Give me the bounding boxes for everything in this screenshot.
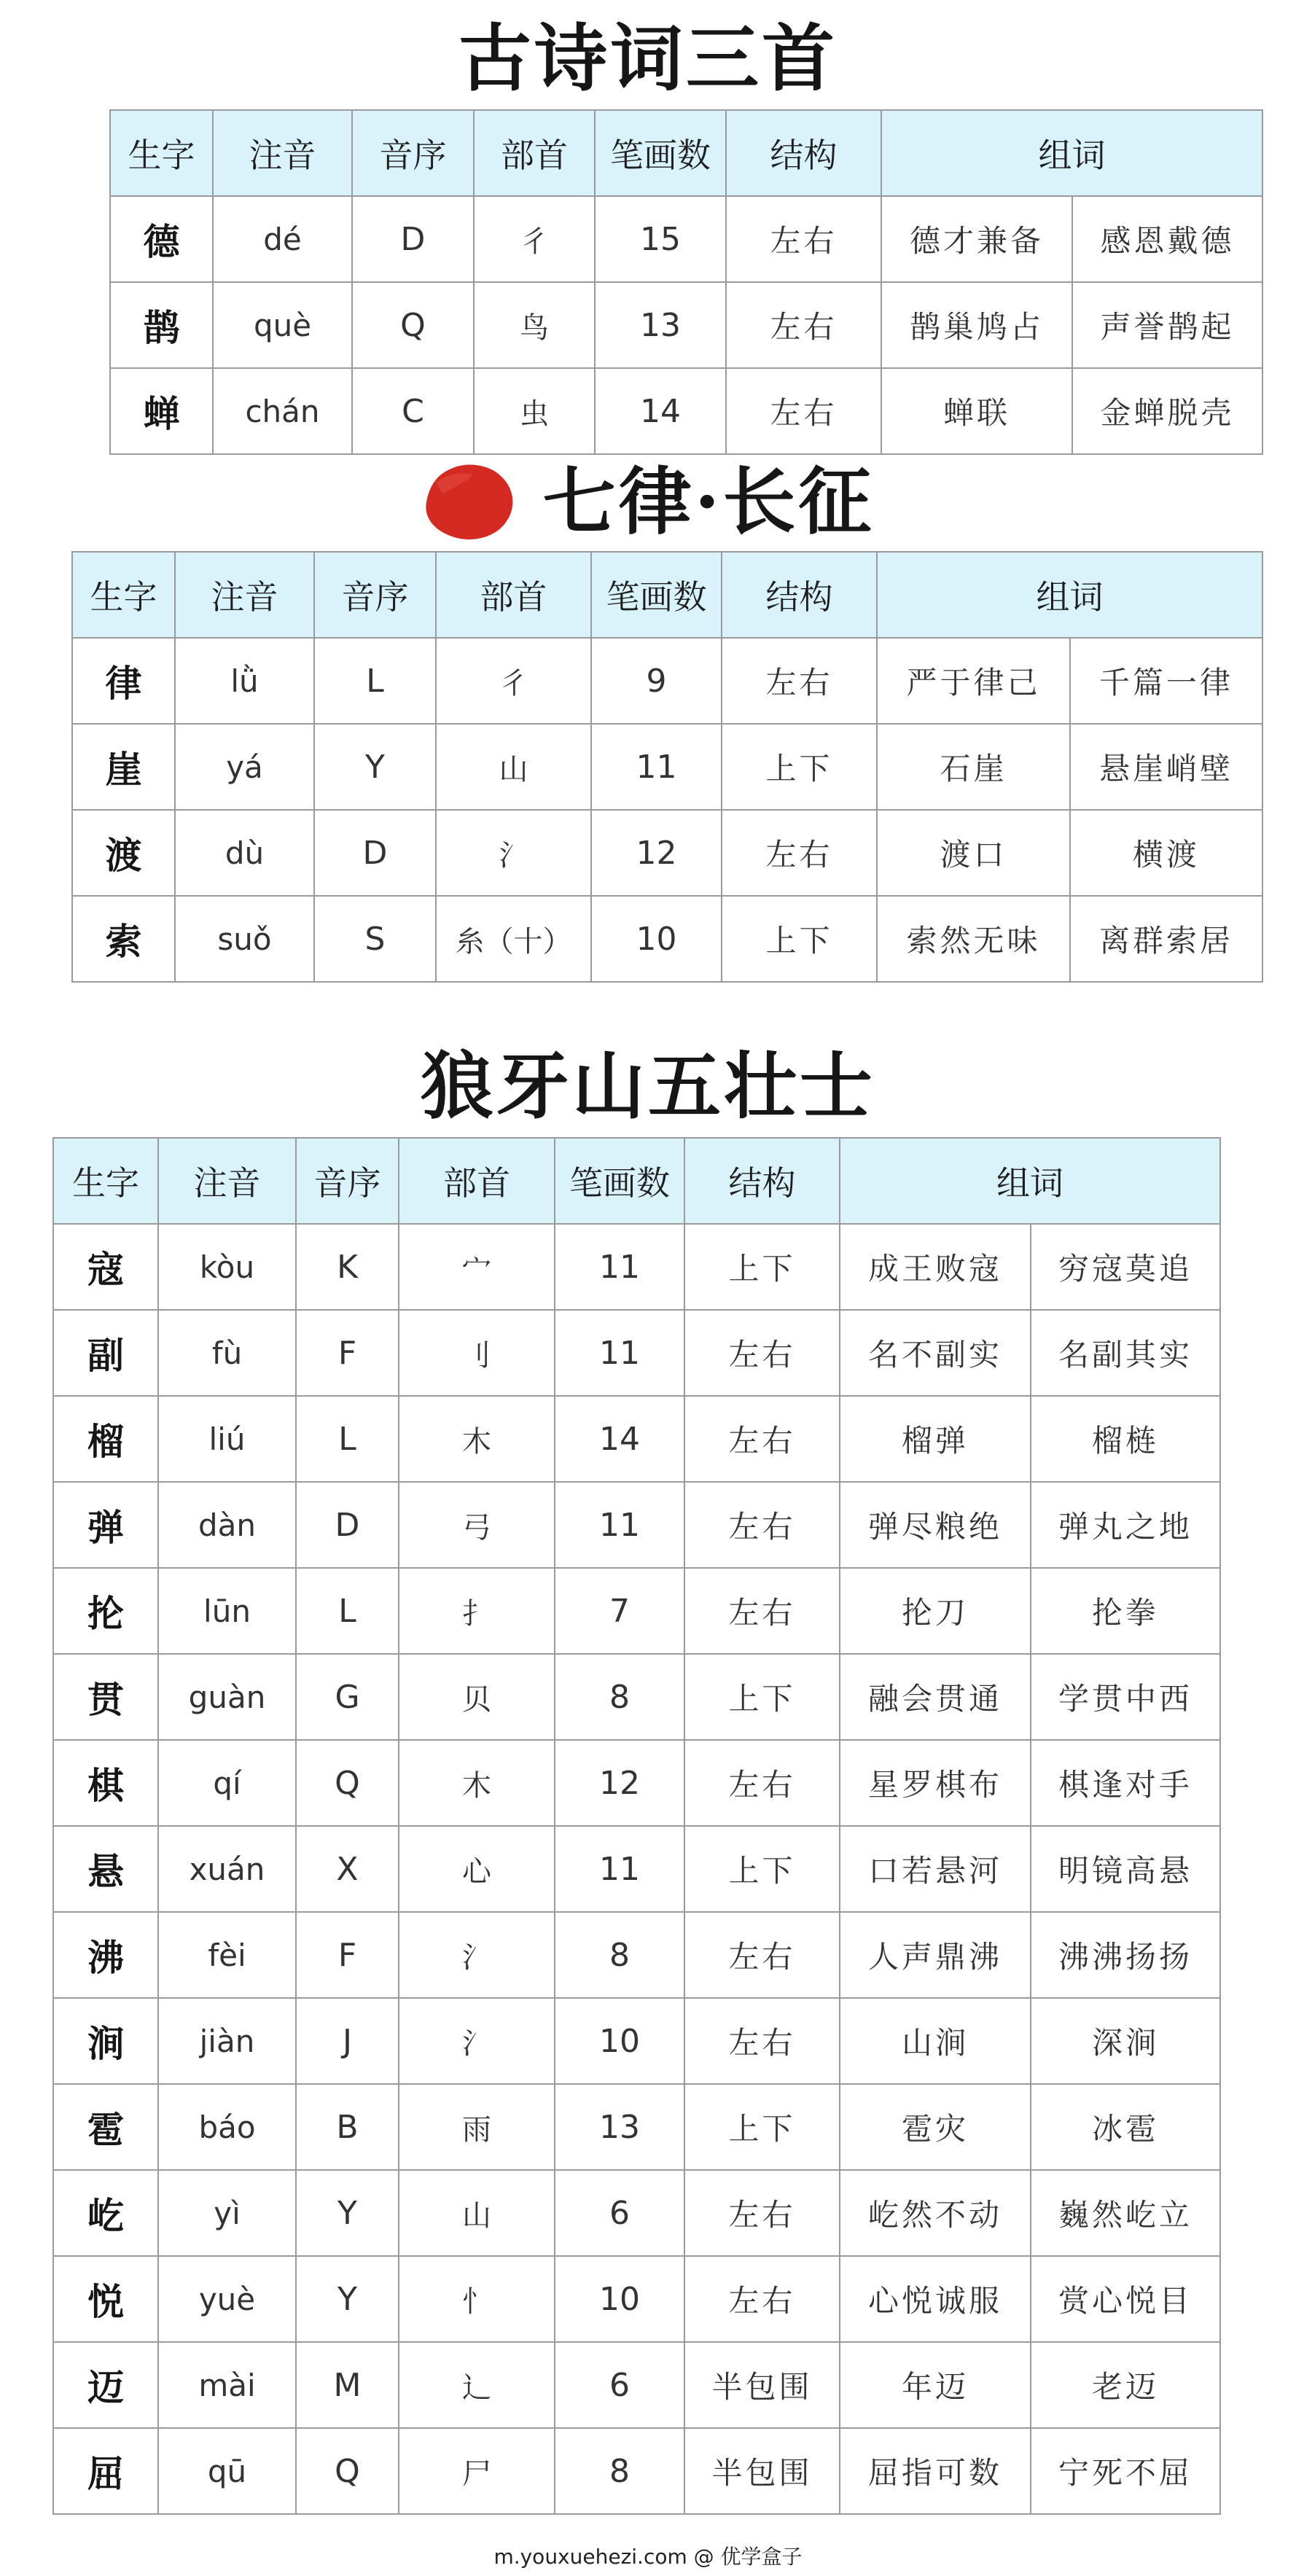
stroke-count-cell: 11 <box>591 724 722 810</box>
structure-cell: 左右 <box>684 1912 840 1998</box>
radical-cell: 虫 <box>474 368 595 454</box>
column-header: 生字 <box>72 552 175 638</box>
radical-cell: 木 <box>399 1396 555 1482</box>
word-cell-1: 石崖 <box>877 724 1070 810</box>
section-title-3 <box>0 1042 1296 1130</box>
word-cell-2: 宁死不屈 <box>1031 2428 1220 2514</box>
structure-cell: 左右 <box>722 810 877 896</box>
stroke-count-cell: 7 <box>555 1568 684 1654</box>
column-header: 组词 <box>877 552 1262 638</box>
table-row <box>53 2084 1220 2170</box>
stroke-count-cell: 6 <box>555 2342 684 2428</box>
initial-cell: C <box>352 368 474 454</box>
table-row <box>53 2428 1220 2514</box>
stroke-count-cell: 11 <box>555 1224 684 1310</box>
column-header: 部首 <box>474 110 595 196</box>
radical-cell: 彳 <box>436 638 591 724</box>
vocab-table-1 <box>109 109 1263 455</box>
word-cell-1: 严于律己 <box>877 638 1070 724</box>
column-header: 生字 <box>110 110 213 196</box>
structure-cell: 半包围 <box>684 2342 840 2428</box>
radical-cell: 雨 <box>399 2084 555 2170</box>
word-cell-1: 抡刀 <box>840 1568 1031 1654</box>
vocab-table-2 <box>71 551 1263 983</box>
initial-cell: D <box>296 1482 399 1568</box>
table-row <box>53 1654 1220 1740</box>
char-cell: 雹 <box>53 2084 158 2170</box>
section-title-1-text: 古诗词三首 <box>458 15 838 101</box>
stroke-count-cell: 8 <box>555 1654 684 1740</box>
structure-cell: 上下 <box>684 1654 840 1740</box>
word-cell-1: 弹尽粮绝 <box>840 1482 1031 1568</box>
stroke-count-cell: 8 <box>555 1912 684 1998</box>
column-header: 音序 <box>314 552 436 638</box>
word-cell-1: 蝉联 <box>881 368 1072 454</box>
table-row <box>53 1310 1220 1396</box>
word-cell-1: 鹊巢鸠占 <box>881 282 1072 368</box>
structure-cell: 上下 <box>722 896 877 982</box>
radical-cell: 辶 <box>399 2342 555 2428</box>
initial-cell: F <box>296 1912 399 1998</box>
initial-cell: D <box>352 196 474 282</box>
char-cell: 索 <box>72 896 175 982</box>
stroke-count-cell: 10 <box>591 896 722 982</box>
table-row <box>53 2342 1220 2428</box>
column-header: 生字 <box>53 1138 158 1224</box>
initial-cell: Y <box>314 724 436 810</box>
word-cell-1: 年迈 <box>840 2342 1031 2428</box>
initial-cell: S <box>314 896 436 982</box>
pinyin-cell: lǜ <box>175 638 314 724</box>
char-cell: 抡 <box>53 1568 158 1654</box>
char-cell: 屹 <box>53 2170 158 2256</box>
word-cell-1: 名不副实 <box>840 1310 1031 1396</box>
word-cell-1: 人声鼎沸 <box>840 1912 1031 1998</box>
word-cell-2: 名副其实 <box>1031 1310 1220 1396</box>
structure-cell: 左右 <box>684 1310 840 1396</box>
initial-cell: X <box>296 1826 399 1912</box>
radical-cell: 心 <box>399 1826 555 1912</box>
radical-cell: 糸（十） <box>436 896 591 982</box>
char-cell: 渡 <box>72 810 175 896</box>
pinyin-cell: dù <box>175 810 314 896</box>
table-row <box>53 1568 1220 1654</box>
structure-cell: 左右 <box>684 1396 840 1482</box>
table-row <box>110 368 1262 454</box>
radical-cell: 山 <box>399 2170 555 2256</box>
word-cell-1: 星罗棋布 <box>840 1740 1031 1826</box>
word-cell-1: 渡口 <box>877 810 1070 896</box>
pinyin-cell: yá <box>175 724 314 810</box>
initial-cell: Y <box>296 2256 399 2342</box>
table-row <box>53 1998 1220 2084</box>
pinyin-cell: yì <box>158 2170 296 2256</box>
section-title-2-text: 七律·长征 <box>542 458 875 545</box>
word-cell-2: 深涧 <box>1031 1998 1220 2084</box>
pinyin-cell: kòu <box>158 1224 296 1310</box>
word-cell-1: 心悦诚服 <box>840 2256 1031 2342</box>
initial-cell: Q <box>296 2428 399 2514</box>
initial-cell: G <box>296 1654 399 1740</box>
column-header: 组词 <box>840 1138 1220 1224</box>
stroke-count-cell: 12 <box>591 810 722 896</box>
stroke-count-cell: 6 <box>555 2170 684 2256</box>
char-cell: 悦 <box>53 2256 158 2342</box>
column-header: 笔画数 <box>595 110 726 196</box>
column-header: 注音 <box>175 552 314 638</box>
initial-cell: D <box>314 810 436 896</box>
vocab-table-3 <box>52 1137 1221 2515</box>
word-cell-2: 离群索居 <box>1070 896 1262 982</box>
initial-cell: F <box>296 1310 399 1396</box>
radical-cell: 彳 <box>474 196 595 282</box>
table-row <box>110 196 1262 282</box>
word-cell-1: 屹然不动 <box>840 2170 1031 2256</box>
structure-cell: 左右 <box>684 1740 840 1826</box>
column-header: 注音 <box>158 1138 296 1224</box>
section-title-2 <box>0 458 1296 549</box>
word-cell-2: 冰雹 <box>1031 2084 1220 2170</box>
char-cell: 副 <box>53 1310 158 1396</box>
radical-cell: 氵 <box>436 810 591 896</box>
stroke-count-cell: 8 <box>555 2428 684 2514</box>
word-cell-2: 学贯中西 <box>1031 1654 1220 1740</box>
pinyin-cell: dé <box>213 196 352 282</box>
table-row <box>53 1224 1220 1310</box>
char-cell: 涧 <box>53 1998 158 2084</box>
char-cell: 蝉 <box>110 368 213 454</box>
word-cell-2: 沸沸扬扬 <box>1031 1912 1220 1998</box>
word-cell-2: 横渡 <box>1070 810 1262 896</box>
char-cell: 沸 <box>53 1912 158 1998</box>
pinyin-cell: suǒ <box>175 896 314 982</box>
initial-cell: L <box>314 638 436 724</box>
radical-cell: 木 <box>399 1740 555 1826</box>
initial-cell: L <box>296 1396 399 1482</box>
pinyin-cell: què <box>213 282 352 368</box>
pinyin-cell: qū <box>158 2428 296 2514</box>
word-cell-1: 屈指可数 <box>840 2428 1031 2514</box>
column-header: 注音 <box>213 110 352 196</box>
radical-cell: 尸 <box>399 2428 555 2514</box>
table-row <box>110 282 1262 368</box>
table-row <box>72 810 1262 896</box>
stroke-count-cell: 14 <box>595 368 726 454</box>
pinyin-cell: yuè <box>158 2256 296 2342</box>
structure-cell: 左右 <box>684 1568 840 1654</box>
initial-cell: M <box>296 2342 399 2428</box>
word-cell-1: 索然无味 <box>877 896 1070 982</box>
column-header: 部首 <box>436 552 591 638</box>
table-row <box>53 1826 1220 1912</box>
word-cell-2: 赏心悦目 <box>1031 2256 1220 2342</box>
char-cell: 榴 <box>53 1396 158 1482</box>
structure-cell: 上下 <box>684 1826 840 1912</box>
column-header: 笔画数 <box>591 552 722 638</box>
initial-cell: J <box>296 1998 399 2084</box>
radical-cell: 弓 <box>399 1482 555 1568</box>
column-header: 音序 <box>352 110 474 196</box>
column-header: 结构 <box>726 110 881 196</box>
word-cell-2: 金蝉脱壳 <box>1072 368 1262 454</box>
word-cell-2: 悬崖峭壁 <box>1070 724 1262 810</box>
word-cell-2: 棋逢对手 <box>1031 1740 1220 1826</box>
radical-cell: 山 <box>436 724 591 810</box>
stroke-count-cell: 15 <box>595 196 726 282</box>
char-cell: 迈 <box>53 2342 158 2428</box>
char-cell: 屈 <box>53 2428 158 2514</box>
word-cell-2: 弹丸之地 <box>1031 1482 1220 1568</box>
char-cell: 悬 <box>53 1826 158 1912</box>
word-cell-2: 声誉鹊起 <box>1072 282 1262 368</box>
radical-cell: 宀 <box>399 1224 555 1310</box>
pinyin-cell: fù <box>158 1310 296 1396</box>
radical-cell: 刂 <box>399 1310 555 1396</box>
initial-cell: Q <box>296 1740 399 1826</box>
table-row <box>53 1482 1220 1568</box>
word-cell-1: 成王败寇 <box>840 1224 1031 1310</box>
structure-cell: 左右 <box>726 282 881 368</box>
char-cell: 德 <box>110 196 213 282</box>
word-cell-1: 口若悬河 <box>840 1826 1031 1912</box>
word-cell-1: 榴弹 <box>840 1396 1031 1482</box>
stroke-count-cell: 11 <box>555 1310 684 1396</box>
pinyin-cell: liú <box>158 1396 296 1482</box>
column-header: 音序 <box>296 1138 399 1224</box>
footer-credit: m.youxuehezi.com @ 优学盒子 <box>493 2545 803 2569</box>
word-cell-1: 德才兼备 <box>881 196 1072 282</box>
char-cell: 棋 <box>53 1740 158 1826</box>
stroke-count-cell: 12 <box>555 1740 684 1826</box>
pinyin-cell: fèi <box>158 1912 296 1998</box>
pinyin-cell: báo <box>158 2084 296 2170</box>
red-ink-blot-icon <box>422 461 517 543</box>
structure-cell: 上下 <box>684 1224 840 1310</box>
table-row <box>72 724 1262 810</box>
structure-cell: 上下 <box>722 724 877 810</box>
char-cell: 崖 <box>72 724 175 810</box>
word-cell-2: 明镜高悬 <box>1031 1826 1220 1912</box>
column-header: 部首 <box>399 1138 555 1224</box>
structure-cell: 左右 <box>684 1998 840 2084</box>
pinyin-cell: qí <box>158 1740 296 1826</box>
word-cell-2: 千篇一律 <box>1070 638 1262 724</box>
column-header: 结构 <box>684 1138 840 1224</box>
pinyin-cell: jiàn <box>158 1998 296 2084</box>
initial-cell: K <box>296 1224 399 1310</box>
section-title-1 <box>0 15 1296 102</box>
word-cell-1: 融会贯通 <box>840 1654 1031 1740</box>
table-row <box>72 638 1262 724</box>
word-cell-2: 抡拳 <box>1031 1568 1220 1654</box>
table-row <box>53 1396 1220 1482</box>
char-cell: 律 <box>72 638 175 724</box>
initial-cell: L <box>296 1568 399 1654</box>
structure-cell: 左右 <box>726 196 881 282</box>
word-cell-2: 老迈 <box>1031 2342 1220 2428</box>
word-cell-2: 穷寇莫追 <box>1031 1224 1220 1310</box>
char-cell: 贯 <box>53 1654 158 1740</box>
column-header: 笔画数 <box>555 1138 684 1224</box>
initial-cell: Q <box>352 282 474 368</box>
word-cell-2: 感恩戴德 <box>1072 196 1262 282</box>
radical-cell: 贝 <box>399 1654 555 1740</box>
initial-cell: Y <box>296 2170 399 2256</box>
char-cell: 寇 <box>53 1224 158 1310</box>
structure-cell: 左右 <box>726 368 881 454</box>
pinyin-cell: mài <box>158 2342 296 2428</box>
structure-cell: 上下 <box>684 2084 840 2170</box>
table-row <box>53 2170 1220 2256</box>
stroke-count-cell: 14 <box>555 1396 684 1482</box>
radical-cell: 氵 <box>399 1912 555 1998</box>
stroke-count-cell: 10 <box>555 2256 684 2342</box>
initial-cell: B <box>296 2084 399 2170</box>
table-row <box>53 1912 1220 1998</box>
pinyin-cell: lūn <box>158 1568 296 1654</box>
pinyin-cell: dàn <box>158 1482 296 1568</box>
structure-cell: 左右 <box>722 638 877 724</box>
pinyin-cell: chán <box>213 368 352 454</box>
char-cell: 鹊 <box>110 282 213 368</box>
word-cell-2: 巍然屹立 <box>1031 2170 1220 2256</box>
stroke-count-cell: 11 <box>555 1482 684 1568</box>
char-cell: 弹 <box>53 1482 158 1568</box>
structure-cell: 半包围 <box>684 2428 840 2514</box>
pinyin-cell: guàn <box>158 1654 296 1740</box>
word-cell-2: 榴梿 <box>1031 1396 1220 1482</box>
radical-cell: 忄 <box>399 2256 555 2342</box>
table-row <box>53 2256 1220 2342</box>
column-header: 组词 <box>881 110 1262 196</box>
structure-cell: 左右 <box>684 1482 840 1568</box>
word-cell-1: 雹灾 <box>840 2084 1031 2170</box>
stroke-count-cell: 13 <box>555 2084 684 2170</box>
table-row <box>72 896 1262 982</box>
word-cell-1: 山涧 <box>840 1998 1031 2084</box>
structure-cell: 左右 <box>684 2170 840 2256</box>
table-row <box>53 1740 1220 1826</box>
column-header: 结构 <box>722 552 877 638</box>
stroke-count-cell: 9 <box>591 638 722 724</box>
radical-cell: 氵 <box>399 1998 555 2084</box>
stroke-count-cell: 13 <box>595 282 726 368</box>
radical-cell: 鸟 <box>474 282 595 368</box>
stroke-count-cell: 11 <box>555 1826 684 1912</box>
radical-cell: 扌 <box>399 1568 555 1654</box>
section-title-3-text: 狼牙山五壮士 <box>421 1043 875 1129</box>
pinyin-cell: xuán <box>158 1826 296 1912</box>
structure-cell: 左右 <box>684 2256 840 2342</box>
stroke-count-cell: 10 <box>555 1998 684 2084</box>
